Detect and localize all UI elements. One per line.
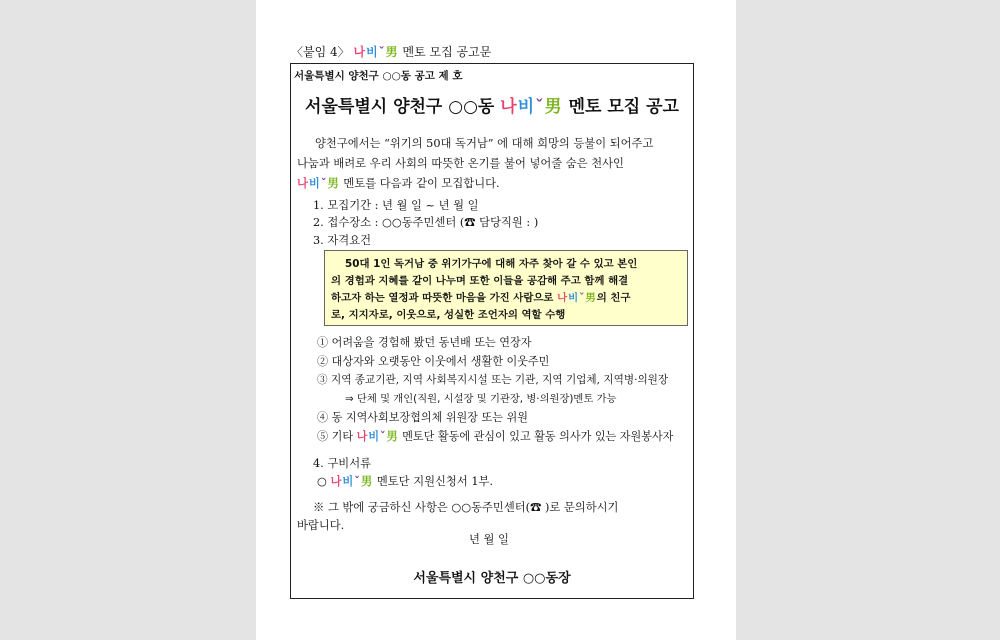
documents-bullet: ○ — [317, 475, 327, 488]
logo-na: 나 — [330, 475, 343, 488]
title-part-1: 서울특별시 양천구 ○○동 — [305, 97, 495, 117]
logo-nam: 男 — [386, 430, 399, 443]
logo-nam: 男 — [544, 97, 563, 117]
intro-line — [297, 174, 687, 194]
issuer-signature: 서울특별시 양천구 ○○동장 — [413, 571, 571, 586]
qualification-highlight-box — [324, 250, 688, 326]
highlight-line-tail: 의 친구 — [596, 292, 631, 304]
logo-dots: ˇ — [380, 430, 387, 443]
qualification-item-3: ③ 지역 종교기관, 지역 사회복지시설 또는 기관, 지역 기업체, 지역병·의원장 — [317, 374, 669, 386]
notice-date: 년 월 일 — [469, 533, 509, 546]
intro-line-text: 멘토를 다음과 같이 모집합니다. — [343, 177, 500, 190]
documents-text: 멘토단 지원신청서 1부. — [376, 475, 494, 488]
title-part-2: 멘토 모집 공고 — [568, 97, 679, 117]
logo-na: 나 — [500, 97, 518, 117]
qualification-heading: 3. 자격요건 — [313, 234, 372, 247]
logo-nam: 男 — [327, 177, 340, 190]
notice-title — [291, 92, 693, 117]
application-place: 2. 접수장소 : ○○동주민센터 (☎ 담당직원 : ) — [313, 216, 539, 229]
nabinam-logo — [557, 292, 597, 304]
logo-na: 나 — [557, 292, 569, 304]
highlight-line — [331, 290, 681, 307]
logo-bi: 비 — [368, 430, 381, 443]
logo-bi: 비 — [568, 292, 580, 304]
logo-dots: ˇ — [378, 45, 386, 59]
nabinam-logo — [357, 430, 399, 443]
intro-line: 양천구에서는 “위기의 50대 독거남” 에 대해 희망의 등불이 되어주고 — [315, 137, 654, 150]
logo-bi: 비 — [517, 97, 536, 117]
nabinam-logo — [297, 177, 340, 190]
attachment-title: 멘토 모집 공고문 — [402, 45, 492, 59]
logo-nam: 男 — [585, 292, 597, 304]
documents-heading: 4. 구비서류 — [313, 457, 372, 470]
logo-dots: ˇ — [320, 177, 328, 190]
logo-bi: 비 — [308, 177, 321, 190]
highlight-line: 50대 1인 독거남 중 위기가구에 대해 자주 찾아 갈 수 있고 본인 — [345, 258, 638, 270]
nabinam-logo — [500, 97, 562, 117]
contact-line-1: ※ 그 밖에 궁금하신 사항은 ○○동주민센터(☎ )로 문의하시기 — [313, 501, 619, 514]
highlight-line: 의 경험과 지혜를 같이 나누며 또한 이들을 공감해 주고 함께 해결 — [331, 275, 629, 287]
logo-nam: 男 — [385, 45, 399, 59]
logo-dots: ˇ — [354, 475, 361, 488]
nabinam-logo — [330, 475, 373, 488]
intro-paragraph — [297, 134, 687, 194]
intro-line: 나눔과 배려로 우리 사회의 따뜻한 온기를 불어 넣어줄 숨은 천사인 — [297, 157, 624, 170]
qualification-item-1: ① 어려움을 경험해 봤던 동년배 또는 연장자 — [317, 336, 532, 349]
attachment-number: 〈붙임 4〉 — [291, 45, 350, 59]
logo-na: 나 — [356, 430, 369, 443]
item-5-text: 멘토단 활동에 관심이 있고 활동 의사가 있는 자원봉사자 — [402, 430, 674, 443]
highlight-line: 로, 지지자로, 이웃으로, 성실한 조언자의 역할 수행 — [331, 309, 566, 321]
logo-na: 나 — [353, 45, 367, 59]
logo-bi: 비 — [342, 475, 355, 488]
qualification-item-3-note: ⇒ 단체 및 개인(직원, 시설장 및 기관장, 병·의원장)멘토 가능 — [345, 393, 617, 405]
highlight-line-text: 하고자 하는 열정과 따뜻한 마음을 가진 사람으로 — [331, 292, 554, 304]
logo-dots: ˇ — [579, 292, 586, 304]
notice-box — [290, 63, 694, 599]
item-5-prefix: ⑤ 기타 — [317, 430, 354, 443]
attachment-label — [291, 43, 491, 60]
contact-line-2: 바랍니다. — [297, 519, 345, 532]
logo-nam: 男 — [360, 475, 374, 488]
notice-reference: 서울특별시 양천구 ○○동 공고 제 호 — [294, 70, 463, 82]
qualification-item-4: ④ 동 지역사회보장협의체 위원장 또는 위원 — [317, 411, 528, 424]
qualification-item-5 — [317, 428, 673, 444]
logo-dots: ˇ — [535, 97, 545, 117]
recruit-period: 1. 모집기간 : 년 월 일 ~ 년 월 일 — [313, 199, 479, 212]
logo-na: 나 — [297, 177, 309, 190]
documents-item — [317, 473, 493, 489]
nabinam-logo — [353, 45, 398, 59]
qualification-item-2: ② 대상자와 오랫동안 이웃에서 생활한 이웃주민 — [317, 355, 550, 368]
logo-bi: 비 — [366, 45, 379, 59]
